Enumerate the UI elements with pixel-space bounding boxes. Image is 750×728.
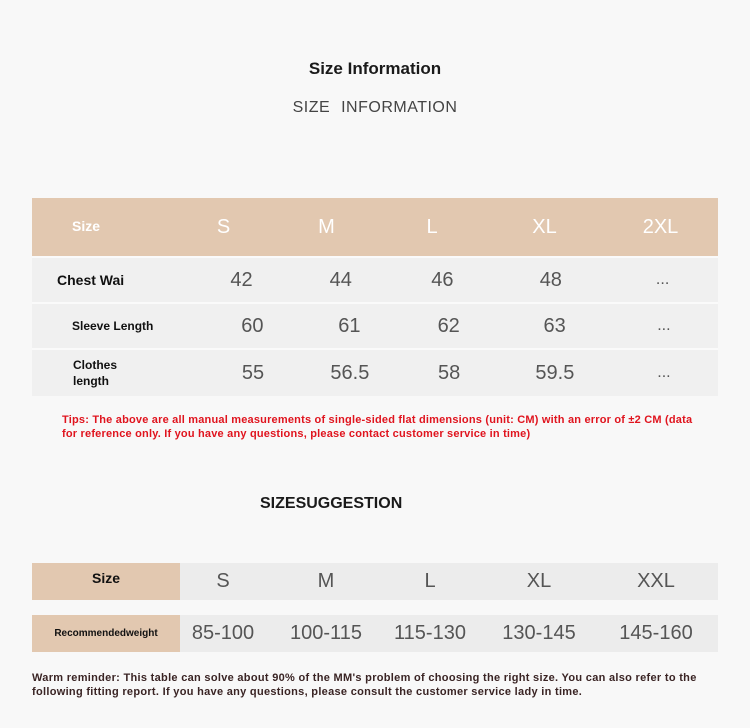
table-row <box>32 348 718 396</box>
row-label <box>32 350 205 396</box>
table-cell: ... <box>657 364 671 381</box>
suggestion-weight: 115-130 <box>394 622 466 644</box>
header-size: XL <box>532 215 557 238</box>
suggestion-size: XXL <box>637 570 675 592</box>
suggestion-weight: 145-160 <box>619 622 693 644</box>
table-header-row <box>32 198 718 256</box>
table-cell: 62 <box>437 314 460 337</box>
header-size: L <box>426 215 438 238</box>
table-cell: 48 <box>539 268 562 291</box>
suggestion-weight: 85-100 <box>191 622 255 644</box>
table-cell: 58 <box>437 361 461 384</box>
suggestion-size-label: Size <box>32 563 180 600</box>
suggestion-size: L <box>424 570 436 592</box>
page-subtitle: SIZE INFORMATION <box>292 99 458 116</box>
suggestion-size-row <box>32 563 718 600</box>
table-cell: 56.5 <box>330 361 370 384</box>
table-cell: 46 <box>431 268 454 291</box>
size-information-table <box>32 198 718 396</box>
page-title: Size Information <box>308 59 442 78</box>
table-cell: ... <box>655 271 670 288</box>
suggestion-weight: 100-115 <box>290 622 362 644</box>
table-cell: 61 <box>338 314 361 337</box>
table-row <box>32 256 718 302</box>
row-label-text: Clothes length <box>73 358 118 388</box>
table-cell: 63 <box>543 314 566 337</box>
table-cell: 44 <box>329 268 352 291</box>
table-cell: 59.5 <box>535 361 575 384</box>
table-cell: 60 <box>241 314 264 337</box>
table-cell: 42 <box>230 268 253 291</box>
warm-reminder: Warm reminder: This table can solve about 90% of the MM's problem of choosing the right size. You can also refer to the following fitting report. If you have any questions, please consult the customer service lady in time. <box>32 672 697 698</box>
row-label: Sleeve Length <box>72 319 154 333</box>
suggestion-size: XL <box>526 570 552 592</box>
measurement-tips: Tips: The above are all manual measurements of single-sided flat dimensions (unit: CM) with an error of ±2 CM (data for reference only. If you have any questions, please contact customer service in time) <box>62 414 693 440</box>
header-size: 2XL <box>642 215 679 238</box>
suggestion-weight-label: Recommendedweight <box>32 615 180 652</box>
suggestion-size: M <box>317 570 335 592</box>
header-size: S <box>216 215 231 238</box>
table-cell: 55 <box>241 361 265 384</box>
suggestion-weight: 130-145 <box>502 622 576 644</box>
table-cell: ... <box>657 317 671 334</box>
suggestion-weight-row <box>32 615 718 652</box>
row-label: Chest Wai <box>57 272 125 288</box>
header-label: Size <box>72 218 101 234</box>
size-suggestion-title: SIZESUGGESTION <box>260 495 403 512</box>
table-row <box>32 302 718 348</box>
suggestion-size: S <box>216 570 230 592</box>
header-size: M <box>318 215 335 238</box>
